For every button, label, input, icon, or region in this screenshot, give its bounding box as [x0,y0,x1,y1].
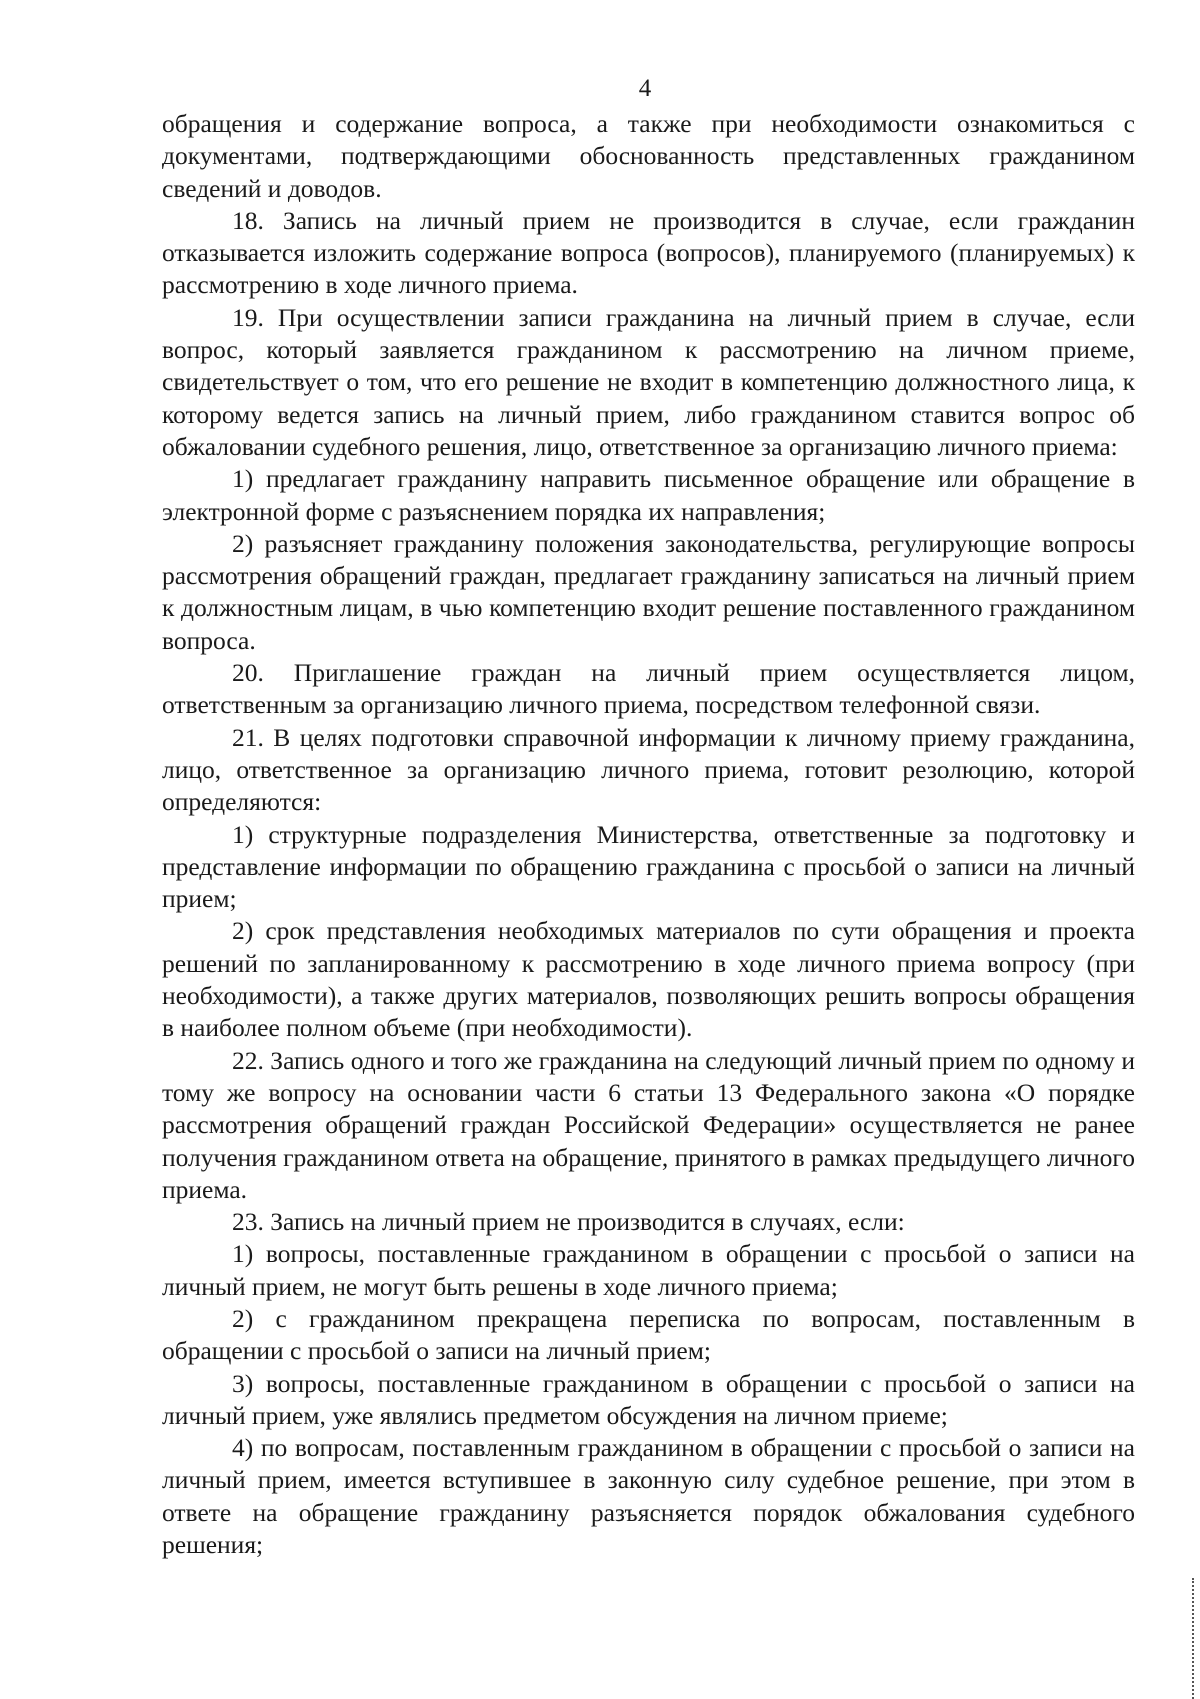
document-body [162,108,1135,1561]
paragraph-19: 19. При осуществлении записи гражданина на личный прием в случае, если вопрос, который заявляется гражданином к рассмотрению на личном приеме, свидетельствует о том, что его решение не входит в компетенцию должностного лица, к которому ведется запись на личный прием, либо гражданином ставится вопрос об обжаловании судебного решения, лицо, ответственное за организацию личного приема: [162,302,1135,461]
paragraph-21-item-1: 1) структурные подразделения Министерства, ответственные за подготовку и представление информации по обращению гражданина с просьбой о записи на личный прием; [162,819,1135,914]
paragraph-19-item-2: 2) разъясняет гражданину положения законодательства, регулирующие вопросы рассмотрения обращений граждан, предлагает гражданину записаться на личный прием к должностным лицам, в чью компетенцию входит решение поставленного гражданином вопроса. [162,528,1135,655]
paragraph-22: 22. Запись одного и того же гражданина на следующий личный прием по одному и тому же вопросу на основании части 6 статьи 13 Федерального закона «О порядке рассмотрения обращений граждан Российской Федерации» осуществляется не ранее получения гражданином ответа на обращение, принятого в рамках предыдущего личного приема. [162,1045,1135,1204]
paragraph-23-item-1: 1) вопросы, поставленные гражданином в обращении с просьбой о записи на личный прием, не могут быть решены в ходе личного приема; [162,1239,1135,1301]
page-number: 4 [638,75,652,102]
paragraph-23-item-3: 3) вопросы, поставленные гражданином в обращении с просьбой о записи на личный прием, уже являлись предметом обсуждения на личном приеме; [162,1368,1135,1430]
paragraph-19-item-1: 1) предлагает гражданину направить письменное обращение или обращение в электронной форме с разъяснением порядка их направления; [162,464,1135,526]
paragraph-23: 23. Запись на личный прием не производится в случаях, если: [232,1207,905,1237]
paragraph-20: 20. Приглашение граждан на личный прием осуществляется лицом, ответственным за организацию личного приема, посредством телефонной связи. [162,658,1135,720]
scan-edge-mark [1192,1578,1196,1699]
paragraph-21-item-2: 2) срок представления необходимых материалов по сути обращения и проекта решений по запланированному к рассмотрению в ходе личного приема вопросу (при необходимости), а также других материалов, позволяющих решить вопросы обращения в наиболее полном объеме (при необходимости). [162,916,1135,1043]
paragraph-continuation: обращения и содержание вопроса, а также при необходимости ознакомиться с документами, подтверждающими обоснованность представленных гражданином сведений и доводов. [162,109,1135,203]
paragraph-18: 18. Запись на личный прием не производится в случае, если гражданин отказывается изложить содержание вопроса (вопросов), планируемого (планируемых) к рассмотрению в ходе личного приема. [162,205,1135,300]
paragraph-23-item-2: 2) с гражданином прекращена переписка по вопросам, поставленным в обращении с просьбой о записи на личный прием; [162,1303,1135,1366]
paragraph-23-item-4: 4) по вопросам, поставленным гражданином в обращении с просьбой о записи на личный прием, имеется вступившее в законную силу судебное решение, при этом в ответе на обращение гражданину разъясняется порядок обжалования судебного решения; [162,1433,1135,1560]
paragraph-21: 21. В целях подготовки справочной информации к личному приему гражданина, лицо, ответственное за организацию личного приема, готовит резолюцию, которой определяются: [162,722,1135,817]
